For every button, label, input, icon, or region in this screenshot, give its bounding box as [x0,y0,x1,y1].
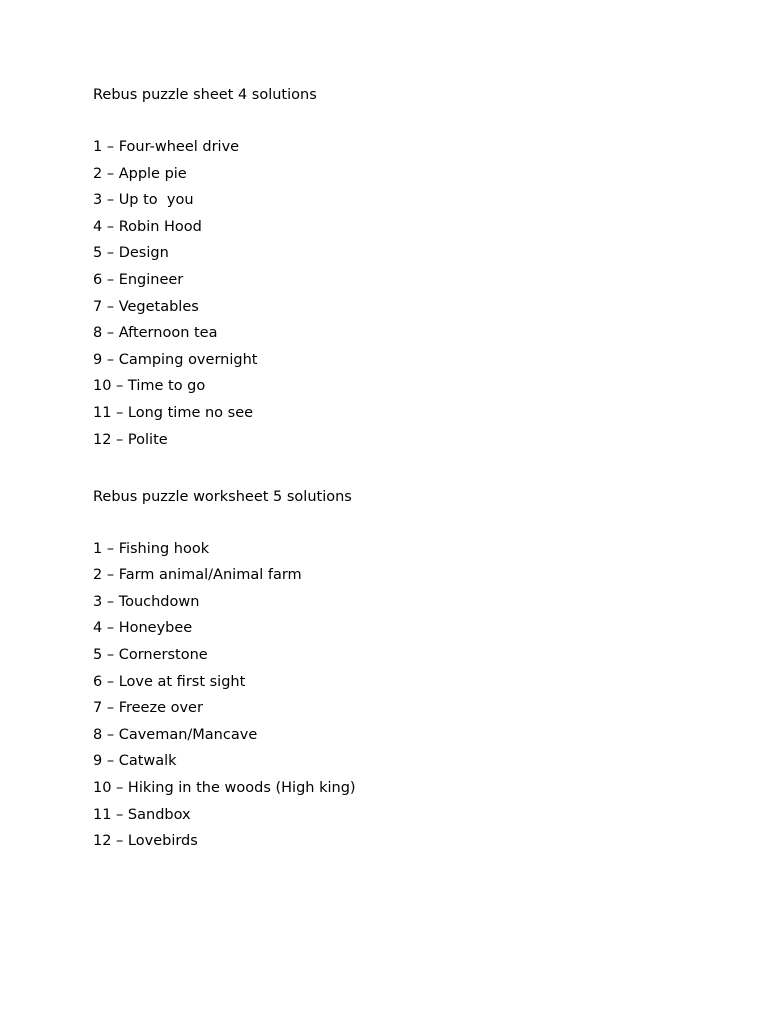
section-sheet-4-solutions [93,84,713,455]
answer-item: 5 – Design [93,245,169,262]
answer-item: 1 – Fishing hook [93,540,210,557]
answer-item: 3 – Touchdown [93,593,200,610]
answer-item: 7 – Vegetables [93,298,199,315]
answer-list [93,538,713,857]
section-title: Rebus puzzle worksheet 5 solutions [93,488,352,505]
answer-item: 4 – Robin Hood [93,218,202,235]
answer-item: 5 – Cornerstone [93,647,208,663]
answer-item: 1 – Four-wheel drive [93,139,240,155]
answer-item: 12 – Lovebirds [93,833,198,850]
answer-item: 10 – Time to go [93,378,206,395]
answer-item: 12 – Polite [93,431,168,448]
answer-item: 9 – Camping overnight [93,351,258,368]
answer-item: 7 – Freeze over [93,700,203,717]
section-worksheet-5-solutions [93,486,713,857]
answer-item: 6 – Love at first sight [93,673,246,690]
answer-item: 8 – Caveman/Mancave [93,726,258,743]
answer-list [93,136,713,455]
answer-item: 2 – Farm animal/Animal farm [93,567,302,584]
document-page [93,84,713,857]
answer-item: 8 – Afternoon tea [93,325,218,342]
answer-item: 6 – Engineer [93,271,184,288]
answer-item: 11 – Sandbox [93,806,191,823]
answer-item: 4 – Honeybee [93,620,193,637]
answer-item: 9 – Catwalk [93,753,177,770]
answer-item: 11 – Long time no see [93,404,254,421]
answer-item: 3 – Up to you [93,192,194,209]
answer-item: 2 – Apple pie [93,165,187,182]
answer-item: 10 – Hiking in the woods (High king) [93,779,356,796]
section-title: Rebus puzzle sheet 4 solutions [93,87,317,103]
